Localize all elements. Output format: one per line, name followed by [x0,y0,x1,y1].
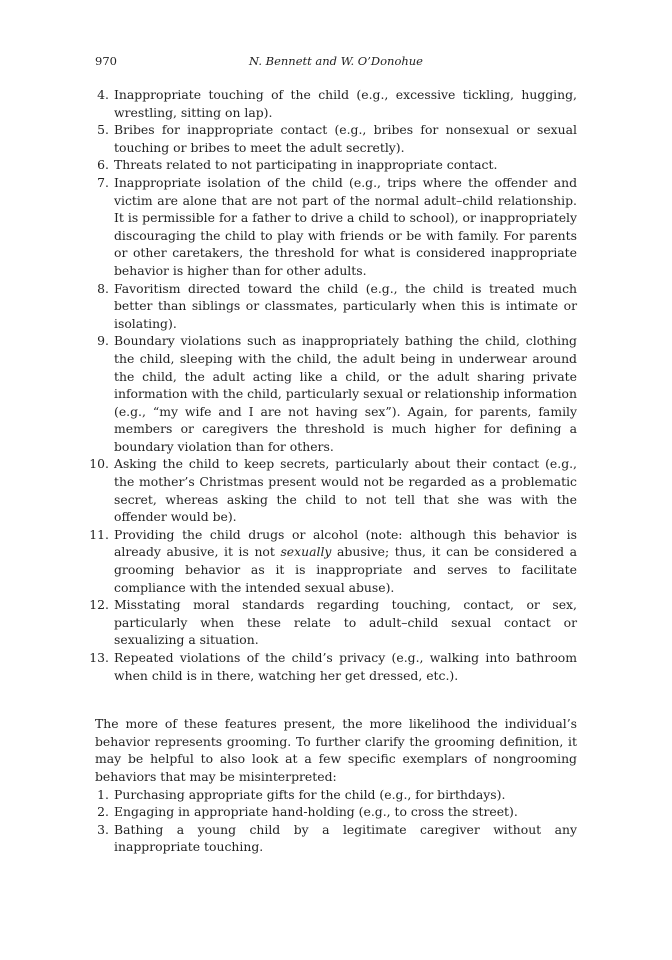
list-item [89,455,577,525]
item-text-after: abusive; thus, it can be considered a grooming behavior as it is inappropriate and serves to facilitate compliance with the intended sexual abuse). [114,544,577,595]
list-item [95,821,577,856]
item-number: 1. [97,786,109,802]
item-text: Engaging in appropriate hand-holding (e.g., to cross the street). [114,804,518,820]
body-paragraph: The more of these features present, the more likelihood the individual’s behavior represents grooming. To further clarify the grooming definition, it may be helpful to also look at a few specific exemplars of nongrooming behaviors that may be misinterpreted: [95,716,577,784]
nongrooming-behaviors-list [95,786,577,856]
list-item [95,86,577,121]
item-number: 3. [97,821,109,837]
item-text: Boundary violations such as inappropriately bathing the child, clothing the child, sleeping with the child, the adult being in underwear around the child, the adult acting like a child, or the adult sharing private information with the child, particularly sexual or relationship information (e.g., “my wife and I are not having sex”). Again, for parents, family members or caregivers the threshold is much higher for defining a boundary violation than for others. [114,333,577,454]
list-item [95,156,577,174]
item-text: Inappropriate touching of the child (e.g., excessive tickling, hugging, wrestling, sitting on lap). [114,87,577,120]
list-item [95,280,577,333]
list-item [95,786,577,804]
item-number: 2. [97,804,109,820]
running-head: N. Bennett and W. O’Donohue [249,54,423,68]
item-text: Asking the child to keep secrets, particularly about their contact (e.g., the mother’s Christmas present would not be regarded as a problematic secret, whereas asking the child to not tell that she was with the offender would be). [114,456,577,525]
item-text: Favoritism directed toward the child (e.g., the child is treated much better than siblings or classmates, particularly when this is intimate or isolating). [114,280,577,331]
list-item [89,526,577,596]
item-text: Threats related to not participating in inappropriate contact. [114,157,498,173]
grooming-behaviors-list [89,86,577,684]
list-item [95,332,577,455]
item-number: 8. [97,280,109,296]
item-number: 7. [97,174,109,190]
item-text: Bribes for inappropriate contact (e.g., bribes for nonsexual or sexual touching or bribes to meet the adult secretly). [114,122,577,155]
body-text [89,86,577,856]
item-number: 5. [97,122,109,138]
list-item [95,803,577,821]
item-number: 11. [89,526,109,542]
list-item [89,649,577,684]
item-text-emphasis: sexually [280,544,332,560]
page-number: 970 [95,54,117,68]
list-item [95,174,577,280]
item-number: 10. [89,456,109,472]
item-number: 13. [89,650,109,665]
item-text: Repeated violations of the child’s privacy (e.g., walking into bathroom when child is in there, watching her get dressed, etc.). [114,650,577,683]
item-text-before: Providing the child drugs or alcohol (note: although this behavior is already abusive, it is not [114,526,577,560]
list-item [95,121,577,156]
item-text: Bathing a young child by a legitimate caregiver without any inappropriate touching. [114,821,577,855]
item-number: 6. [97,157,109,173]
item-text: Purchasing appropriate gifts for the child (e.g., for birthdays). [114,786,506,802]
item-number: 12. [89,597,109,613]
item-number: 4. [97,87,109,102]
item-number: 9. [97,333,109,349]
list-item [89,596,577,649]
item-text: Inappropriate isolation of the child (e.g., trips where the offender and victim are alone that are not part of the normal adult–child relationship. It is permissible for a father to drive a child to school), or inappropriately discouraging the child to play with friends or be with family. For parents or other caretakers, the threshold for what is considered inappropriate behavior is higher than for other adults. [114,174,577,278]
item-text: Misstating moral standards regarding touching, contact, or sex, particularly when these relate to adult–child sexual contact or sexualizing a situation. [114,597,577,648]
page-header [95,54,577,70]
